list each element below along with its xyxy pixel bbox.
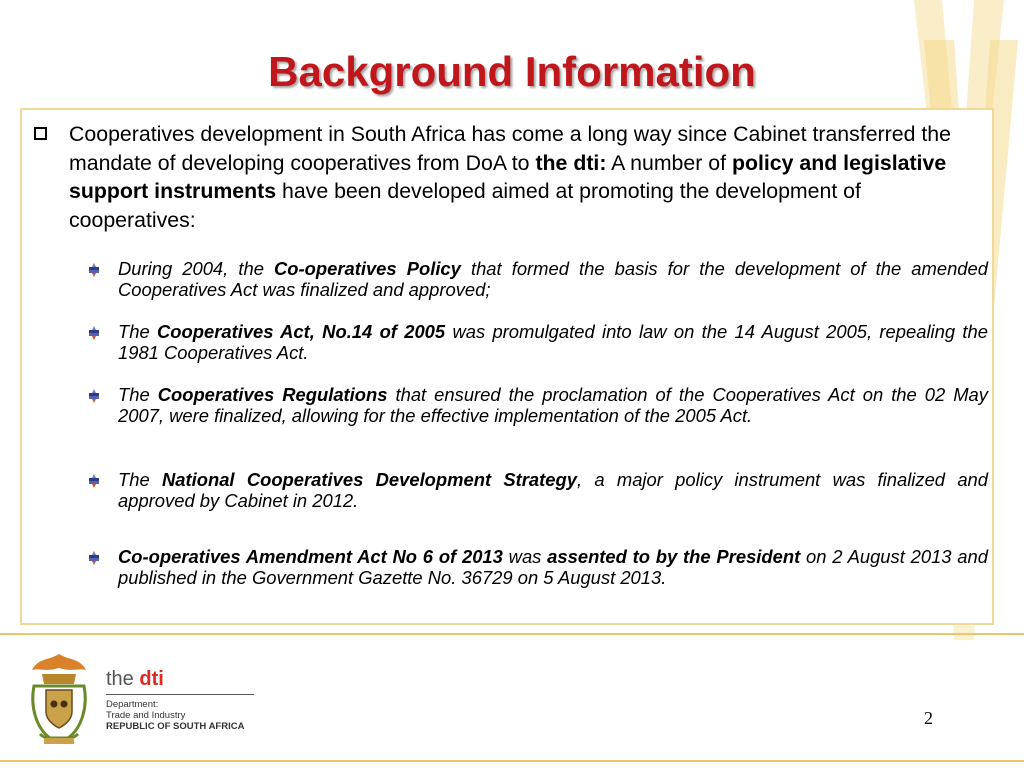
department-name: Department: Trade and Industry REPUBLIC OF SOUTH AFRICA [106, 699, 245, 732]
list-item: Co-operatives Amendment Act No 6 of 2013 was assented to by the President on 2 August 2013 and published in the Government Gazette No. 36729 on 5 August 2013. [86, 546, 988, 589]
bullet-icon [86, 550, 102, 566]
dti-logo: the dti [106, 668, 164, 690]
list-item: The Cooperatives Regulations that ensured the proclamation of the Cooperatives Act on the 02 May 2007, were finalized, allowing for the effective implementation of the 2005 Act. [86, 384, 988, 427]
list-item: The Cooperatives Act, No.14 of 2005 was promulgated into law on the 14 August 2005, repealing the 1981 Cooperatives Act. [86, 321, 988, 364]
list-item: The National Cooperatives Development Strategy, a major policy instrument was finalized and approved by Cabinet in 2012. [86, 469, 988, 512]
slide-title: Background Information [268, 48, 756, 95]
intro-bold-instruments: policy and legislative support instruments [69, 150, 947, 203]
list-item: During 2004, the Co-operatives Policy that formed the basis for the development of the amended Cooperatives Act was finalized and approved; [86, 258, 988, 301]
bottom-divider [0, 760, 1024, 762]
footer-divider [0, 633, 1024, 635]
dti-logo-rule [106, 694, 254, 695]
bullet-icon [86, 325, 102, 341]
intro-text-2: A number of [606, 150, 732, 175]
coat-of-arms-logo [28, 650, 90, 746]
intro-bold-dti: the dti: [535, 150, 607, 175]
page-number: 2 [924, 708, 933, 728]
bullet-icon [86, 473, 102, 489]
intro-paragraph [34, 120, 974, 234]
bullet-icon [86, 262, 102, 278]
checkbox-bullet-icon [34, 127, 47, 140]
bullet-icon [86, 388, 102, 404]
intro-text-1: Cooperatives development in South Africa has come a long way since Cabinet transferred the mandate of developing cooperatives from DoA to [69, 122, 951, 175]
intro-text-3: have been developed aimed at promoting the development of cooperatives: [69, 179, 861, 232]
content-box [20, 108, 994, 625]
